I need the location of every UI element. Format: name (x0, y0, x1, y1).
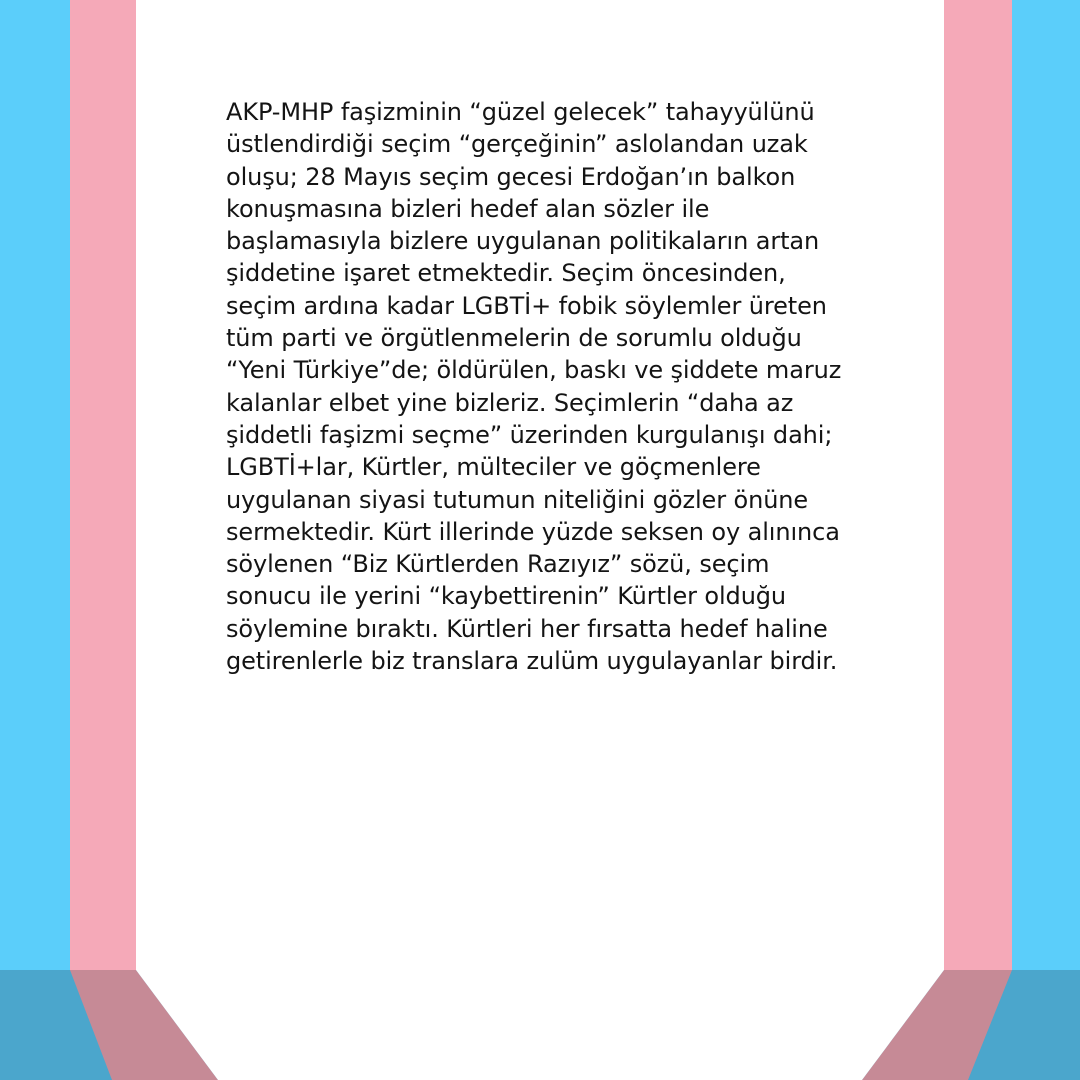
right-blue-stripe (1012, 0, 1080, 970)
left-pink-stripe (70, 0, 136, 970)
left-blue-stripe (0, 0, 70, 970)
right-pink-stripe (944, 0, 1012, 970)
body-text: AKP-MHP faşizminin “güzel gelecek” tahayyülünü üstlendirdiği seçim “gerçeğinin” aslolandan uzak oluşu; 28 Mayıs seçim gecesi Erdoğan’ın balkon konuşmasına bizleri hedef alan sözler ile başlamasıyla bizlere uygulanan politikaların artan şiddetine işaret etmektedir. Seçim öncesinden, seçim ardına kadar LGBTİ+ fobik söylemler üreten tüm parti ve örgütlenmelerin de sorumlu olduğu “Yeni Türkiye”de; öldürülen, baskı ve şiddete maruz kalanlar elbet yine bizleriz. Seçimlerin “daha az şiddetli faşizmi seçme” üzerinden kurgulanışı dahi; LGBTİ+lar, Kürtler, mülteciler ve göçmenlere uygulanan siyasi tutumun niteliğini gözler önüne sermektedir. Kürt illerinde yüzde seksen oy alınınca söylenen “Biz Kürtlerden Razıyız” sözü, seçim sonucu ile yerini “kaybettirenin” Kürtler olduğu söylemine bıraktı. Kürtleri her fırsatta hedef haline getirenlerle biz translara zulüm uygulayanlar birdir. (226, 98, 842, 676)
center-white-fold (136, 970, 944, 1080)
